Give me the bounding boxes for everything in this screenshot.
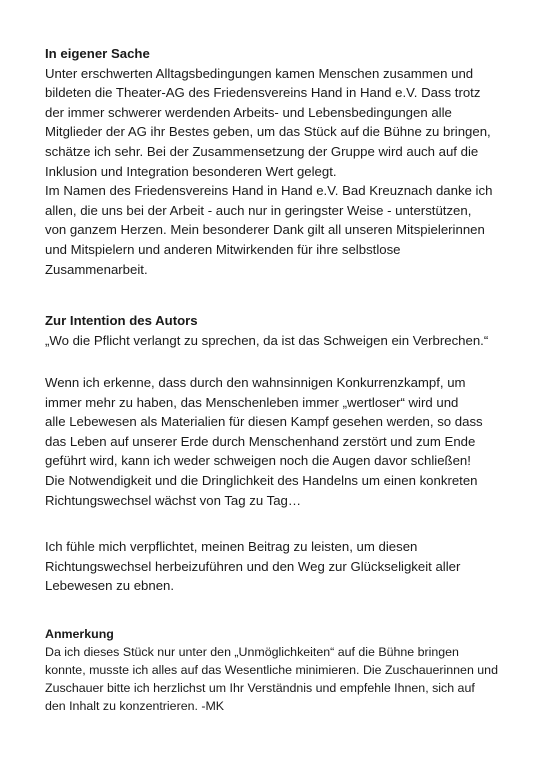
paragraph-in-eigener-sache: [45, 64, 540, 280]
quote-line: „Wo die Pflicht verlangt zu sprechen, da ist das Schweigen ein Verbrechen.“: [45, 332, 489, 348]
paragraph-anmerkung: [45, 643, 540, 715]
quote-paragraph: [45, 331, 540, 351]
text-line: Da ich dieses Stück nur unter den „Unmöglichkeiten“ auf die Bühne bringen: [45, 645, 459, 659]
section-verpflichtung: [45, 537, 540, 596]
text-line: konnte, musste ich alles auf das Wesentliche minimieren. Die Zuschauerinnen und: [45, 663, 498, 677]
section-anmerkung: [45, 625, 540, 715]
text-line: Zusammenarbeit.: [45, 261, 148, 277]
section-zur-intention-des-autors: [45, 311, 540, 350]
text-line: geführt wird, kann ich weder schweigen noch die Augen davor schließen!: [45, 453, 471, 469]
text-line: das Leben auf unserer Erde durch Menschenhand zerstört und zum Ende: [45, 433, 476, 449]
text-line: schätze ich sehr. Bei der Zusammensetzung der Gruppe wird auch auf die: [45, 143, 479, 159]
text-line: und Mitspielern und anderen Mitwirkenden für ihre selbstlose: [45, 241, 401, 257]
heading-in-eigener-sache: In eigener Sache: [45, 46, 150, 61]
text-line: der immer schwerer werdenden Arbeits- und Lebensbedingungen alle: [45, 104, 452, 120]
paragraph-verpflichtung: [45, 537, 540, 596]
heading-anmerkung: Anmerkung: [45, 627, 114, 641]
section-intention-body: [45, 373, 540, 510]
text-line: Lebewesen zu ebnen.: [45, 578, 175, 594]
text-line: Inklusion und Integration besonderen Wert gelegt.: [45, 163, 337, 179]
text-line: allen, die uns bei der Arbeit - auch nur in geringster Weise - unterstützen,: [45, 202, 472, 218]
text-line: Ich fühle mich verpflichtet, meinen Beitrag zu leisten, um diesen: [45, 539, 418, 554]
text-line: von ganzem Herzen. Mein besonderer Dank gilt all unseren Mitspielerinnen: [45, 222, 485, 238]
text-line: Mitglieder der AG ihr Bestes geben, um das Stück auf die Bühne zu bringen,: [45, 124, 491, 140]
text-line: Richtungswechsel herbeizuführen und den Weg zur Glückseligkeit aller: [45, 558, 461, 574]
section-in-eigener-sache: [45, 44, 540, 279]
text-line: Richtungswechsel wächst von Tag zu Tag…: [45, 492, 302, 508]
text-line: Die Notwendigkeit und die Dringlichkeit des Handelns um einen konkreten: [45, 472, 478, 488]
text-line: Zuschauer bitte ich herzlichst um Ihr Verständnis und empfehle Ihnen, sich auf: [45, 681, 475, 695]
text-line: immer mehr zu haben, das Menschenleben immer „wertloser“ wird und: [45, 394, 459, 410]
text-line: den Inhalt zu konzentrieren. -MK: [45, 699, 225, 713]
text-line: Wenn ich erkenne, dass durch den wahnsinnigen Konkurrenzkampf, um: [45, 375, 466, 390]
heading-zur-intention-des-autors: Zur Intention des Autors: [45, 313, 198, 328]
text-line: Unter erschwerten Alltagsbedingungen kamen Menschen zusammen und: [45, 65, 474, 81]
text-line: alle Lebewesen als Materialien für diesen Kampf gesehen werden, so dass: [45, 414, 483, 430]
text-line: Im Namen des Friedensvereins Hand in Hand e.V. Bad Kreuznach danke ich: [45, 183, 493, 199]
paragraph-konkurrenzkampf: [45, 373, 540, 510]
text-line: bildeten die Theater-AG des Friedensvereins Hand in Hand e.V. Dass trotz: [45, 85, 481, 101]
